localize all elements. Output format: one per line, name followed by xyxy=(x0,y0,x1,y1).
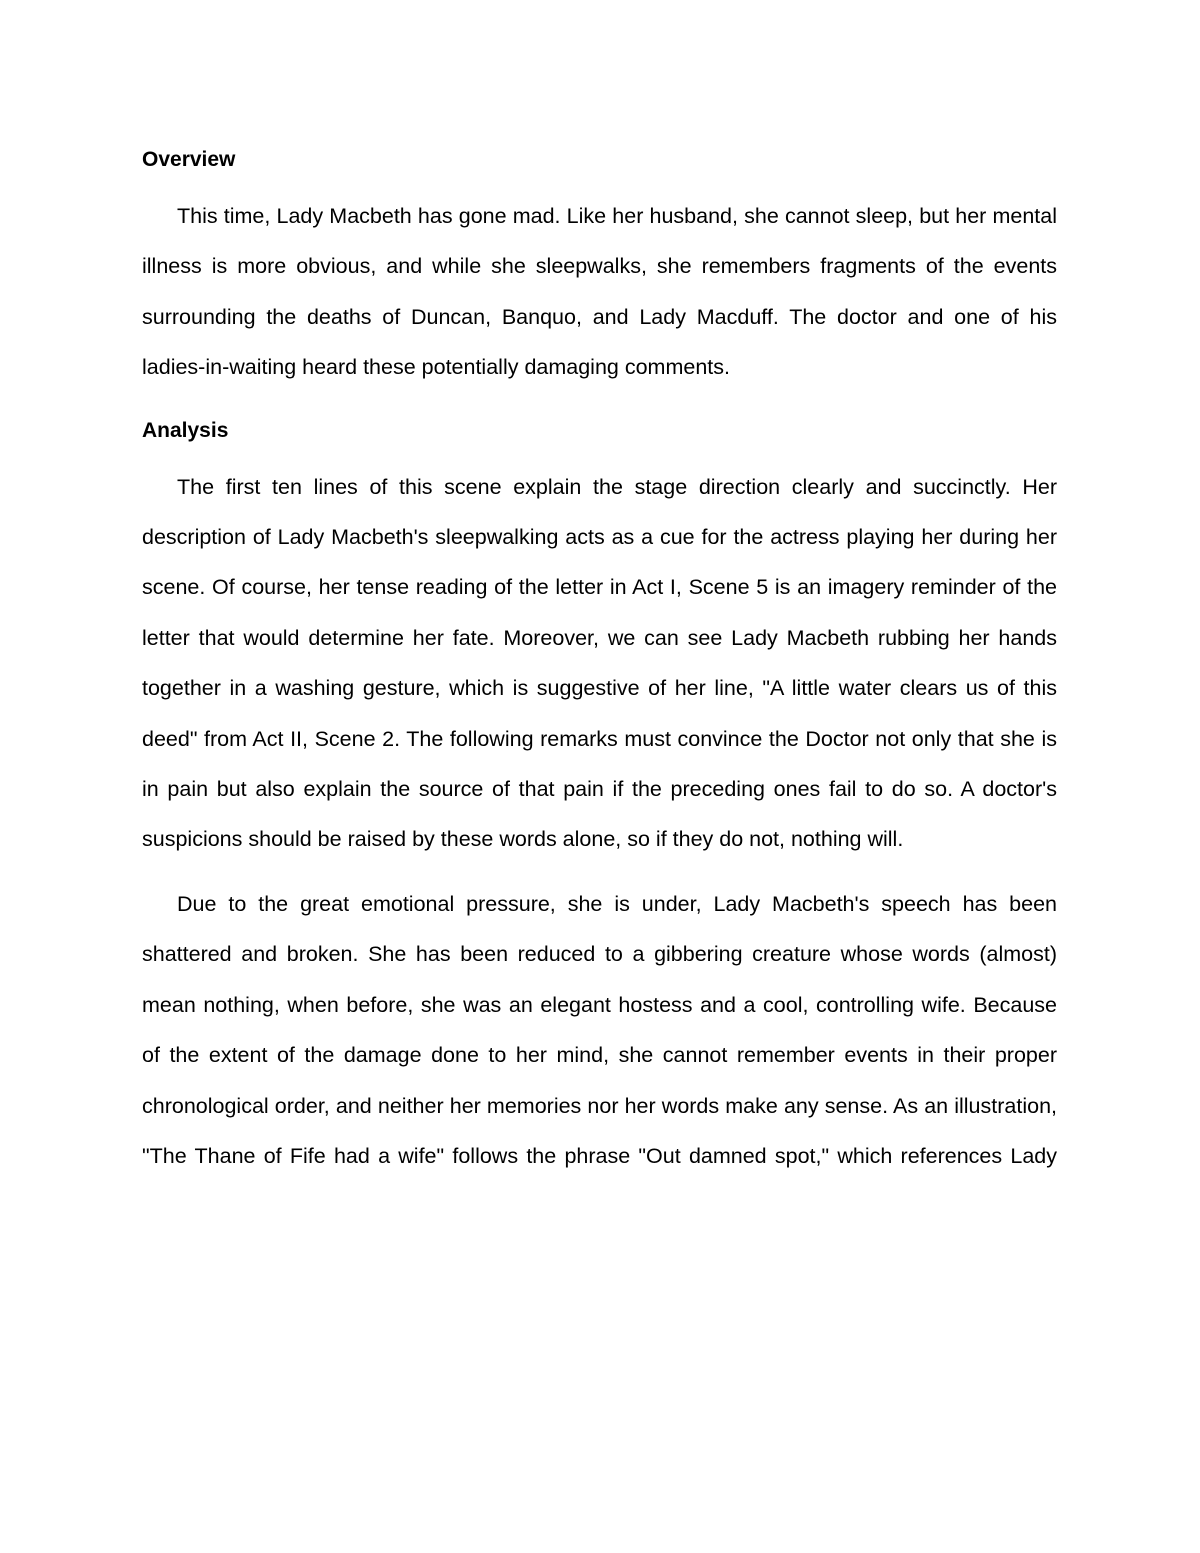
analysis-paragraph-1: The first ten lines of this scene explain the stage direction clearly and succinctly. Her description of Lady Macbeth's sleepwalking acts as a cue for the actress playing her during her scene. Of course, her tense reading of the letter in Act I, Scene 5 is an imagery reminder of the letter that would determine her fate. Moreover, we can see Lady Macbeth rubbing her hands together in a washing gesture, which is suggestive of her line, "A little water clears us of this deed" from Act II, Scene 2. The following remarks must convince the Doctor not only that she is in pain but also explain the source of that pain if the preceding ones fail to do so. A doctor's suspicions should be raised by these words alone, so if they do not, nothing will. xyxy=(142,474,1057,852)
section-heading-overview: Overview xyxy=(142,148,236,171)
document-page xyxy=(142,140,1057,1181)
analysis-paragraph-2: Due to the great emotional pressure, she is under, Lady Macbeth's speech has been shattered and broken. She has been reduced to a gibbering creature whose words (almost) mean nothing, when before, she was an elegant hostess and a cool, controlling wife. Because of the extent of the damage done to her mind, she cannot remember events in their proper chronological order, and neither her memories nor her words make any sense. As an illustration, "The Thane of Fife had a wife" follows the phrase "Out damned spot," which references Lady xyxy=(142,891,1057,1168)
overview-paragraph: This time, Lady Macbeth has gone mad. Like her husband, she cannot sleep, but her mental illness is more obvious, and while she sleepwalks, she remembers fragments of the events surrounding the deaths of Duncan, Banquo, and Lady Macduff. The doctor and one of his ladies-in-waiting heard these potentially damaging comments. xyxy=(142,204,1057,380)
section-heading-analysis: Analysis xyxy=(142,418,229,442)
